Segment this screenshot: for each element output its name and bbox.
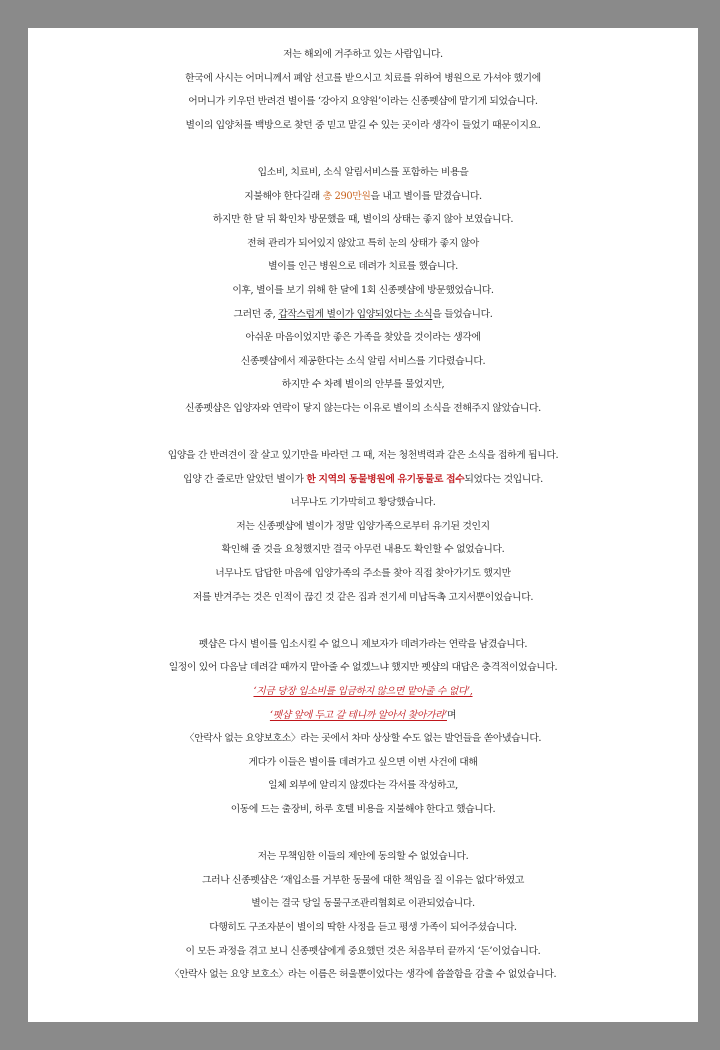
text-line: 전혀 관리가 되어있지 않았고 특히 눈의 상태가 좋지 않아 — [247, 237, 479, 249]
text-line: 그러나 신종펫샵은 ‘재입소를 거부한 동물에 대한 책임을 질 이유는 없다’하였고 — [201, 874, 525, 886]
text-segment: 을 내고 별이를 맡겼습니다. — [370, 190, 482, 202]
text-line: 어머니가 키우던 반려견 별이를 ‘강아지 요양원’이라는 신종펫샵에 맡기게 되었습니다. — [188, 96, 538, 108]
text-line: 아쉬운 마음이었지만 좋은 가족을 찾았을 것이라는 생각에 — [245, 332, 481, 344]
text-line: 일정이 있어 다음날 데려갈 때까지 맡아줄 수 없겠느냐 했지만 펫샵의 대답은 충격적이었습니다. — [168, 662, 558, 674]
text-line: 너무나도 기가막히고 황당했습니다. — [290, 497, 436, 509]
text-line: 입양을 간 반려견이 잘 살고 있기만을 바라던 그 때, 저는 청천벽력과 같은 소식을 접하게 됩니다. — [167, 450, 559, 462]
text-line: 게다가 이들은 별이를 데려가고 싶으면 이번 사건에 대해 — [248, 756, 478, 768]
text-line: 입소비, 치료비, 소식 알림서비스를 포함하는 비용을 — [257, 166, 469, 178]
text-line: 〈안락사 없는 요양보호소〉라는 곳에서 차마 상상할 수도 없는 발언들을 쏟아냈습니다. — [184, 733, 542, 745]
quoted-statement: ‘펫샵 앞에 두고 갈 테니까 알아서 찾아가라’ — [269, 709, 447, 721]
text-line — [28, 468, 698, 492]
text-line — [28, 303, 698, 327]
text-segment: 을 들었습니다. — [432, 308, 493, 320]
text-line — [28, 704, 698, 728]
text-segment: 며 — [446, 709, 457, 721]
text-line: 저를 반겨주는 것은 인적이 끊긴 것 같은 집과 전기세 미납독촉 고지서뿐이었습니다. — [192, 591, 534, 603]
paragraph-gap — [28, 137, 698, 161]
text-line: 이동에 드는 출장비, 하루 호텔 비용을 지불해야 한다고 했습니다. — [230, 804, 496, 815]
paragraph-gap — [28, 421, 698, 445]
text-line: 별이의 입양처를 백방으로 찾던 중 믿고 맡길 수 있는 곳이라 생각이 들었기 때문이지요. — [185, 119, 541, 131]
text-line: 일체 외부에 알리지 않겠다는 각서를 작성하고, — [268, 780, 458, 792]
text-line: 별이는 결국 당일 동물구조관리협회로 이관되었습니다. — [251, 898, 475, 910]
text-segment: 입양 간 줄로만 알았던 별이가 — [183, 473, 307, 485]
text-line: 이후, 별이를 보기 위해 한 달에 1회 신종펫샵에 방문했었습니다. — [232, 284, 494, 296]
text-segment: 그러던 중, — [233, 308, 279, 320]
letter-document — [28, 28, 698, 1022]
text-line: 다행히도 구조자분이 별이의 딱한 사정을 듣고 평생 가족이 되어주셨습니다. — [209, 921, 517, 933]
text-segment: 되었다는 것입니다. — [464, 473, 543, 485]
quoted-statement: ‘지금 당장 입소비를 입금하지 않으면 맡아줄 수 없다’, — [253, 686, 473, 698]
text-line: 별이를 인근 병원으로 데려가 치료를 했습니다. — [268, 261, 458, 273]
text-line: 하지만 한 달 뒤 확인차 방문했을 때, 별이의 상태는 좋지 않아 보였습니다. — [212, 214, 514, 226]
paragraph-gap — [28, 609, 698, 633]
text-line: 저는 무책임한 이들의 제안에 동의할 수 없었습니다. — [257, 851, 469, 863]
underlined-phrase: 갑작스럽게 별이가 입양되었다는 소식 — [278, 308, 433, 320]
emphasized-phrase: 한 지역의 동물병원에 유기동물로 접수 — [306, 473, 465, 485]
text-line: 신종펫샵은 입양자와 연락이 닿지 않는다는 이유로 별이의 소식을 전해주지 않았습니다. — [185, 402, 541, 414]
text-line: 한국에 사시는 어머니께서 폐암 선고를 받으시고 치료를 위하여 병원으로 가셔야 했기에 — [185, 72, 541, 84]
text-line: 〈안락사 없는 요양 보호소〉라는 이름은 허울뿐이었다는 생각에 씁쓸함을 감출 수 없었습니다. — [169, 969, 557, 981]
text-line: 이 모든 과정을 겪고 보니 신종펫샵에게 중요했던 것은 처음부터 끝까지 ‘돈’이었습니다. — [185, 945, 541, 957]
text-segment: 지불해야 한다길래 — [244, 190, 323, 202]
text-line: 저는 해외에 거주하고 있는 사람입니다. — [283, 49, 443, 60]
text-line — [28, 680, 698, 704]
text-line: 확인해 줄 것을 요청했지만 결국 아무런 내용도 확인할 수 없었습니다. — [221, 544, 505, 556]
highlighted-amount: 총 290만원 — [322, 190, 371, 202]
text-line: 신종펫샵에서 제공한다는 소식 알림 서비스를 기다렸습니다. — [240, 355, 486, 367]
text-line: 펫샵은 다시 별이를 입소시킬 수 없으니 제보자가 데려가라는 연락을 남겼습니다. — [198, 638, 528, 650]
text-line: 하지만 수 차례 별이의 안부를 물었지만, — [281, 379, 445, 391]
text-line: 너무나도 답답한 마음에 입양가족의 주소를 찾아 직접 찾아가기도 했지만 — [215, 568, 511, 580]
text-line — [28, 185, 698, 209]
text-line: 저는 신종펫샵에 별이가 정말 입양가족으로부터 유기된 것인지 — [236, 520, 490, 532]
paragraph-gap — [28, 822, 698, 846]
